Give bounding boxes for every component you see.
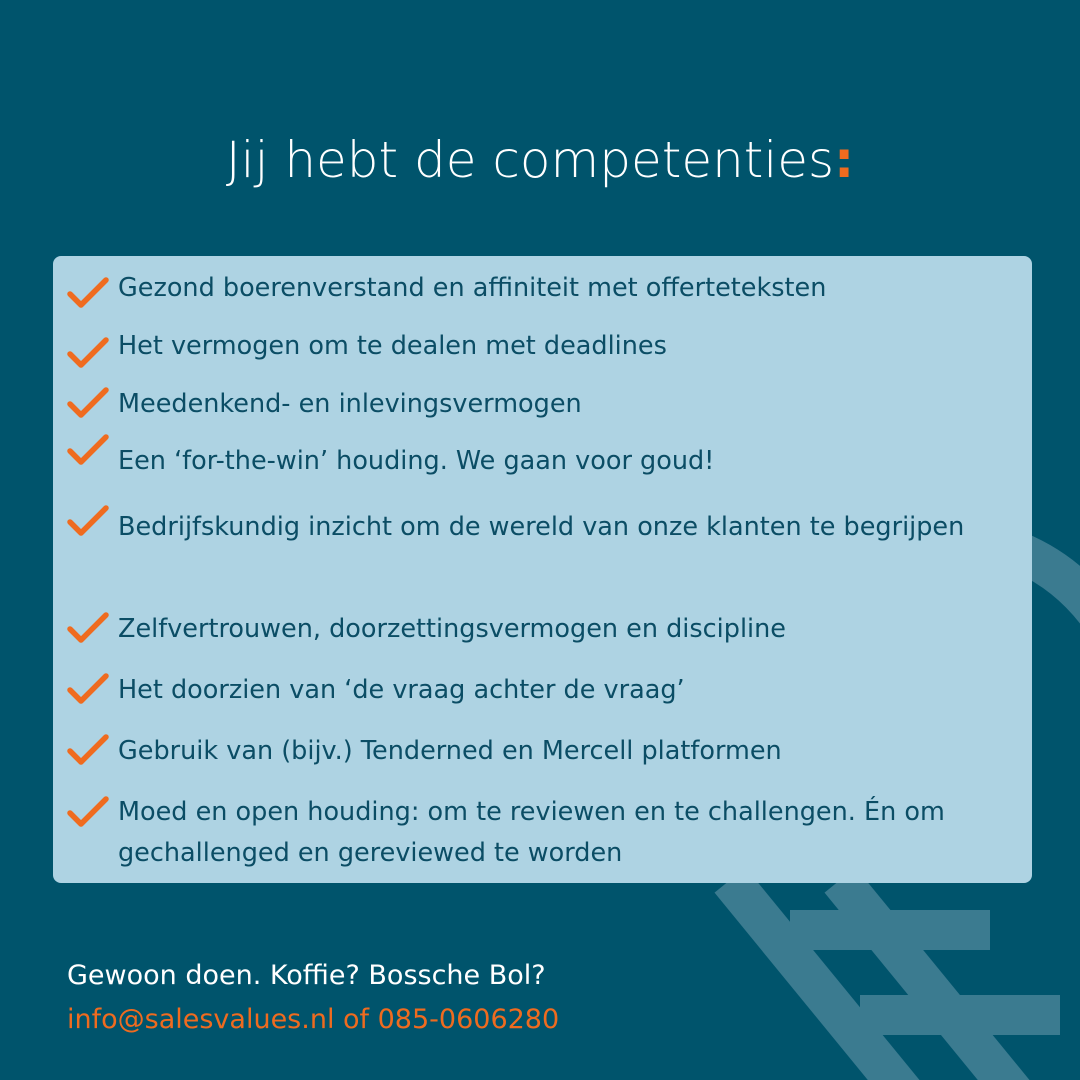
footer-tagline: Gewoon doen. Koffie? Bossche Bol? bbox=[67, 960, 546, 991]
competency-label: Het vermogen om te dealen met deadlines bbox=[118, 331, 667, 361]
checkmark-icon bbox=[67, 504, 109, 538]
page-title bbox=[0, 128, 1080, 192]
competency-label: Gebruik van (bijv.) Tenderned en Mercell platformen bbox=[118, 736, 782, 766]
competencies-card bbox=[53, 256, 1032, 883]
competency-label: Bedrijfskundig inzicht om de wereld van onze klanten te begrijpen bbox=[118, 512, 965, 542]
checkmark-icon bbox=[67, 672, 109, 706]
competency-label: Zelfvertrouwen, doorzettingsvermogen en discipline bbox=[118, 614, 786, 644]
competency-label: Een ‘for-the-win’ houding. We gaan voor goud! bbox=[118, 446, 715, 476]
checkmark-icon bbox=[67, 733, 109, 767]
page-title-text: Jij hebt de competenties bbox=[225, 131, 835, 189]
competency-label: Moed en open houding: om te reviewen en te challengen. Én om gechallenged en gereviewed te worden bbox=[118, 797, 945, 868]
competency-label: Gezond boerenverstand en affiniteit met offerteteksten bbox=[118, 273, 827, 303]
competency-label: Meedenkend- en inlevingsvermogen bbox=[118, 389, 582, 419]
footer-contact: info@salesvalues.nl of 085-0606280 bbox=[67, 1004, 560, 1035]
checkmark-icon bbox=[67, 795, 109, 829]
checkmark-icon bbox=[67, 336, 109, 370]
checkmark-icon bbox=[67, 433, 109, 467]
page-title-colon: : bbox=[834, 131, 855, 189]
competency-label: Het doorzien van ‘de vraag achter de vraag’ bbox=[118, 675, 685, 705]
checkmark-icon bbox=[67, 386, 109, 420]
checkmark-icon bbox=[67, 611, 109, 645]
checkmark-icon bbox=[67, 276, 109, 310]
